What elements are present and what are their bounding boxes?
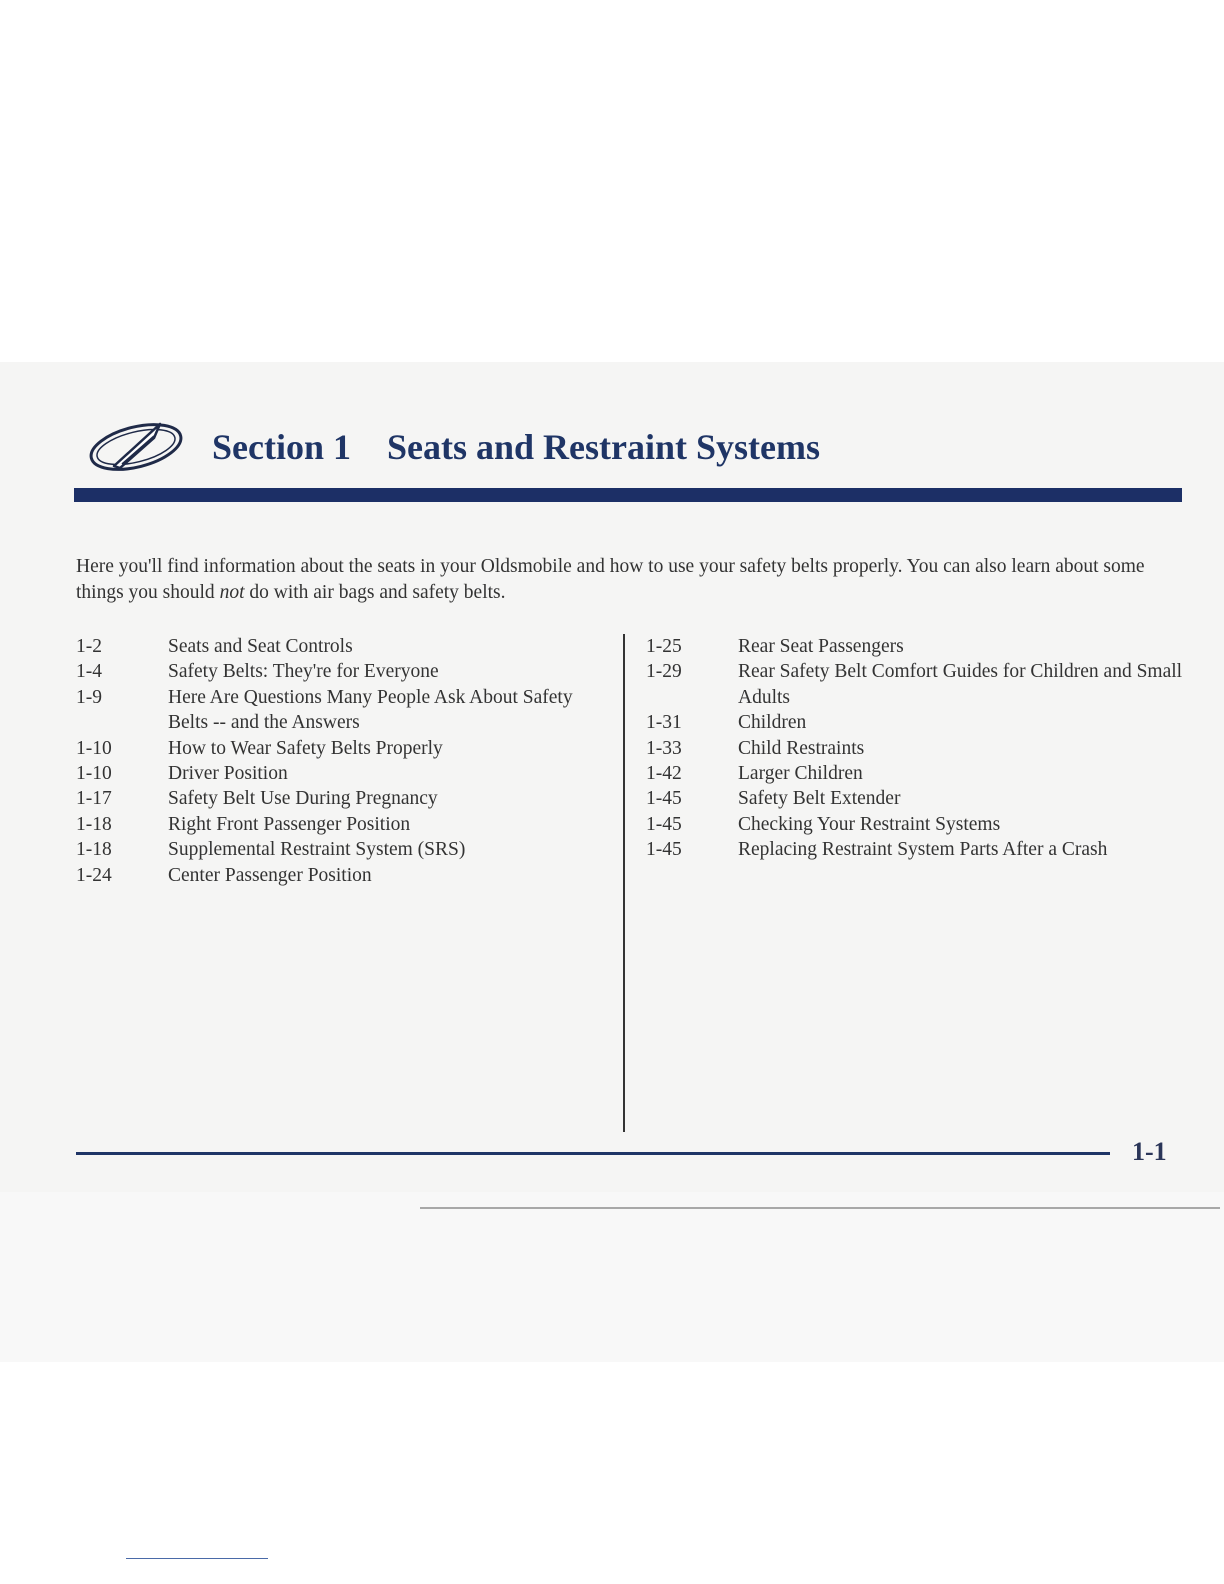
toc-entry[interactable] — [76, 837, 616, 862]
intro-text-start: Here you'll find information about the seats in your Oldsmobile and how to use your safety belts properly. You can also learn about some things you should — [76, 556, 1145, 603]
toc-entry[interactable] — [76, 761, 616, 786]
intro-paragraph — [76, 554, 1156, 606]
toc-page-number: 1-9 — [76, 686, 102, 708]
toc-entry-title: Rear Seat Passengers — [738, 636, 904, 657]
toc-page-number: 1-31 — [646, 712, 682, 734]
toc-page-number: 1-42 — [646, 763, 682, 785]
toc-entry[interactable] — [646, 786, 1186, 811]
toc-entry[interactable] — [76, 736, 616, 761]
toc-entry-title: Here Are Questions Many People Ask About Safety Belts -- and the Answers — [168, 686, 573, 734]
toc-entry-title: Larger Children — [738, 763, 863, 785]
toc-entry-title: Rear Safety Belt Comfort Guides for Children and Small Adults — [738, 661, 1183, 708]
section-header — [84, 416, 820, 478]
toc-entry-title: Right Front Passenger Position — [168, 813, 411, 835]
toc-entry-title: How to Wear Safety Belts Properly — [168, 737, 443, 759]
toc-entry-title: Safety Belt Extender — [738, 788, 901, 810]
toc-page-number: 1-45 — [646, 839, 682, 861]
page-lower-shade — [0, 1192, 1224, 1362]
toc-page-number: 1-25 — [646, 636, 682, 657]
toc-entry-title: Center Passenger Position — [168, 864, 372, 886]
toc-page-number: 1-10 — [76, 737, 112, 759]
toc-entry[interactable] — [646, 634, 1186, 659]
oldsmobile-logo-icon — [84, 416, 188, 478]
page-number: 1-1 — [1132, 1137, 1167, 1166]
toc-entry[interactable] — [76, 812, 616, 837]
page-title — [212, 426, 820, 468]
toc-entry-title: Child Restraints — [738, 737, 865, 759]
page-edge-line — [420, 1207, 1220, 1209]
toc-page-number: 1-29 — [646, 661, 682, 683]
toc-entry-title: Driver Position — [168, 763, 288, 785]
toc-right-column — [646, 634, 1186, 863]
toc-page-number: 1-33 — [646, 737, 682, 759]
underline-mark — [126, 1558, 268, 1559]
toc-page-number: 1-18 — [76, 813, 112, 835]
toc-page-number: 1-17 — [76, 788, 112, 810]
toc-entry[interactable] — [76, 863, 616, 888]
toc-entry-title: Supplemental Restraint System (SRS) — [168, 839, 466, 861]
toc-page-number: 1-18 — [76, 839, 112, 861]
toc-entry[interactable] — [76, 659, 616, 684]
toc-entry[interactable] — [646, 761, 1186, 786]
section-number: Section 1 — [212, 427, 351, 467]
section-title: Seats and Restraint Systems — [387, 427, 821, 467]
toc-entry[interactable] — [76, 786, 616, 811]
toc-entry[interactable] — [646, 736, 1186, 761]
toc-entry-title: Safety Belt Use During Pregnancy — [168, 788, 438, 810]
toc-entry-title: Children — [738, 712, 807, 734]
toc-entry[interactable] — [646, 812, 1186, 837]
toc-page-number: 1-24 — [76, 864, 112, 886]
intro-text-end: do with air bags and safety belts. — [244, 582, 506, 603]
toc-entry[interactable] — [646, 837, 1186, 862]
toc-entry[interactable] — [646, 710, 1186, 735]
toc-entry[interactable] — [646, 659, 1186, 710]
footer-rule — [76, 1152, 1110, 1155]
column-divider — [623, 634, 625, 1132]
toc-entry-title: Checking Your Restraint Systems — [738, 813, 1001, 835]
toc-page-number: 1-4 — [76, 661, 102, 683]
toc-page-number: 1-45 — [646, 813, 682, 835]
toc-page-number: 1-2 — [76, 636, 102, 657]
intro-emphasis: not — [219, 582, 245, 603]
toc-left-column — [76, 634, 616, 888]
toc-entry[interactable] — [76, 685, 616, 736]
toc-entry-title: Safety Belts: They're for Everyone — [168, 661, 439, 683]
toc-page-number: 1-45 — [646, 788, 682, 810]
toc-entry[interactable] — [76, 634, 616, 659]
toc-entry-title: Replacing Restraint System Parts After a Crash — [738, 839, 1108, 861]
toc-page-number: 1-10 — [76, 763, 112, 785]
toc-entry-title: Seats and Seat Controls — [168, 636, 353, 657]
header-rule — [74, 488, 1182, 502]
